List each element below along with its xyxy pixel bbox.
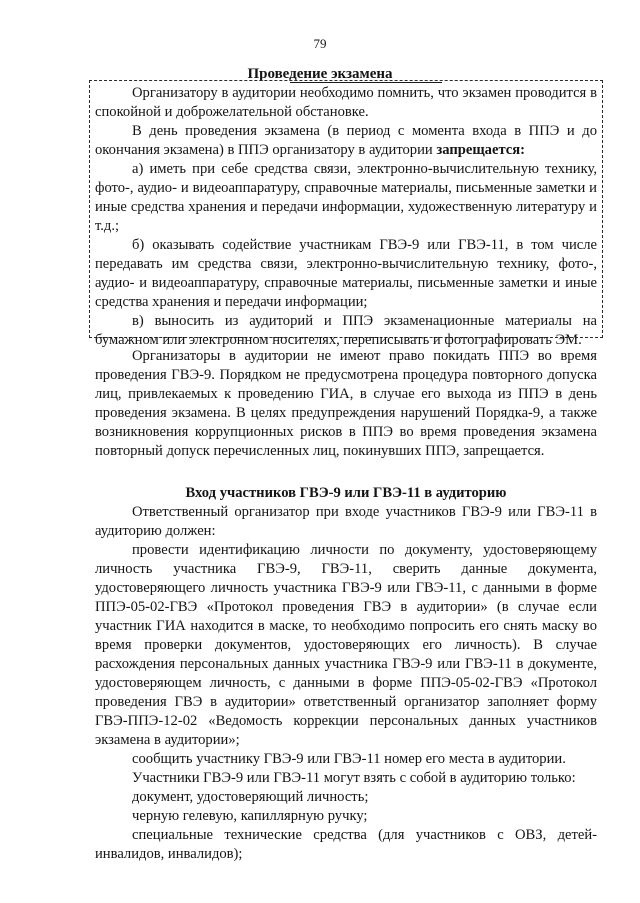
boxed-rules (95, 84, 597, 350)
section-entry (95, 484, 597, 864)
paragraph: Участники ГВЭ-9 или ГВЭ-11 могут взять с собой в аудиторию только: (132, 770, 576, 786)
paragraph: провести идентификацию личности по документу, удостоверяющему личность участника ГВЭ-9, ГВЭ-11, сверить данные документа, удостоверяющего личность участника ГВЭ-9 или ГВЭ-11, с данными в форме ППЭ-05-02-ГВЭ «Протокол проведения ГВЭ в аудитории» (в случае если участник ГИА находится в маске, то необходимо попросить его снять маску во время проверки документов, удостоверяющих его личность). В случае расхождения персональных данных участника ГВЭ-9 или ГВЭ-11 в документе, удостоверяющем личность, с данными в форме ППЭ-05-02-ГВЭ «Протокол проведения ГВЭ в аудитории» ответственный организатор заполняет форму ГВЭ-ППЭ-12-02 «Ведомость коррекции персональных данных участников экзамена в аудитории»; (95, 542, 597, 748)
section-title-exam: Проведение экзамена (247, 66, 393, 82)
section-title-entry: Вход участников ГВЭ-9 или ГВЭ-11 в аудиторию (185, 485, 507, 501)
paragraph: сообщить участнику ГВЭ-9 или ГВЭ-11 номер его места в аудитории. (132, 751, 566, 767)
emphasis-prohibited: запрещается: (436, 142, 526, 158)
page-number: 79 (313, 36, 327, 51)
list-item: специальные технические средства (для участников с ОВЗ, детей-инвалидов, инвалидов); (95, 827, 597, 862)
list-item: в) выносить из аудиторий и ППЭ экзаменационные материалы на бумажном или электронном носителях, переписывать и фотографировать ЭМ. (95, 313, 597, 348)
paragraph: Ответственный организатор при входе участников ГВЭ-9 или ГВЭ-11 в аудиторию должен: (95, 504, 597, 539)
readmission-note (95, 347, 597, 461)
paragraph: Организаторы в аудитории не имеют право покидать ППЭ во время проведения ГВЭ-9. Порядком не предусмотрена процедура повторного допуска лиц, привлекаемых к проведению ГИА, в случае его выхода из ППЭ в день проведения экзамена. В целях предупреждения нарушений Порядка-9, а также возникновения коррупционных рисков в ППЭ во время проведения экзамена повторный допуск перечисленных лиц, покинувших ППЭ, запрещается. (95, 348, 597, 459)
paragraph (95, 122, 597, 160)
list-item: б) оказывать содействие участникам ГВЭ-9 или ГВЭ-11, в том числе передавать им средства связи, электронно-вычислительную технику, фото-, аудио- и видеоаппаратуру, справочные материалы, письменные заметки и иные средства хранения и передачи информации; (95, 237, 597, 310)
list-item: черную гелевую, капиллярную ручку; (132, 808, 368, 824)
paragraph-text: В день проведения экзамена (в период с момента входа в ППЭ и до окончания экзамена) в ППЭ организатору в аудитории (95, 123, 597, 158)
paragraph: Организатору в аудитории необходимо помнить, что экзамен проводится в спокойной и доброжелательной обстановке. (95, 85, 597, 120)
list-item: а) иметь при себе средства связи, электронно-вычислительную технику, фото-, аудио- и видеоаппаратуру, справочные материалы, письменные заметки и иные средства хранения и передачи информации, художественную литературу и т.д.; (95, 161, 597, 234)
list-item: документ, удостоверяющий личность; (132, 789, 369, 805)
